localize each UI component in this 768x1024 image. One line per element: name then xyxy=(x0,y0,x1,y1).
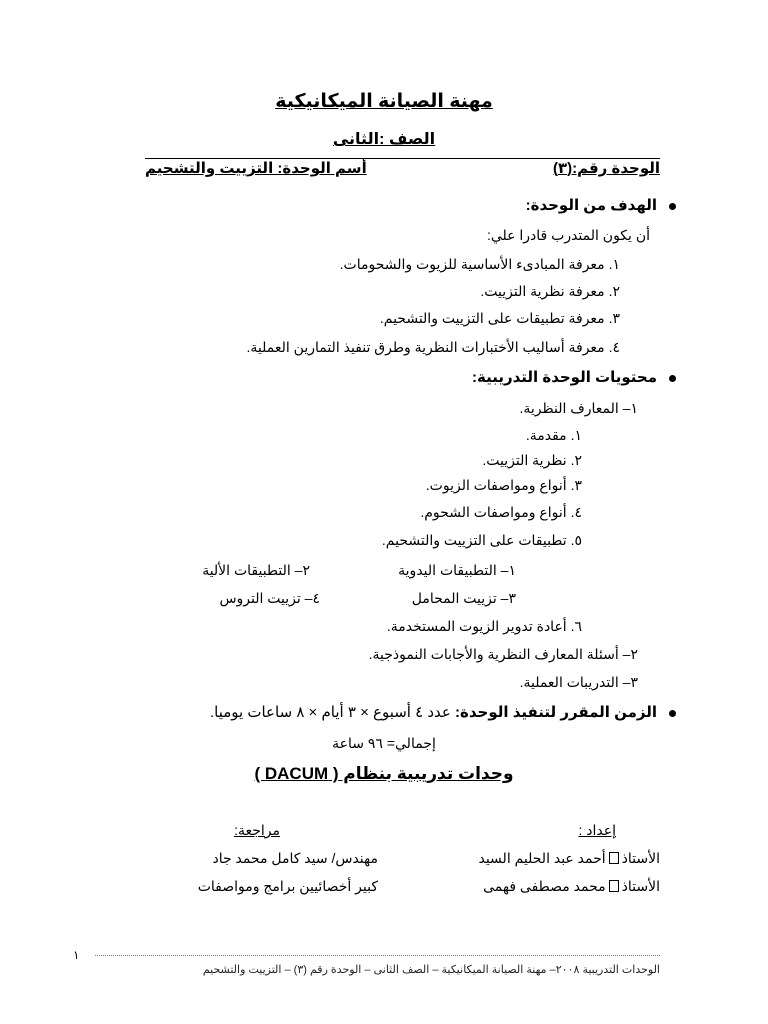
contents-sub-item: ٥. تطبيقات على التزييت والتشحيم. xyxy=(381,532,582,548)
contents-sub-item: ٢. نظرية التزييت. xyxy=(482,452,582,468)
unit-number: الوحدة رقم:(٣) xyxy=(552,160,660,177)
application-item: ٤– تزييت التروس xyxy=(219,590,320,606)
application-item: ٣– تزييت المحامل xyxy=(411,590,516,606)
bullet-icon xyxy=(669,375,676,382)
bullet-icon xyxy=(669,710,676,717)
preparer-1: الأستاذأحمد عبد الحليم السيد xyxy=(478,850,660,866)
footer-text: الوحدات التدريبية ٢٠٠٨– مهنة الصيانة الميكانيكية – الصف الثانى – الوحدة رقم (٣) – التزييت والتشحيم xyxy=(202,964,660,976)
preparer-2: الأستاذمحمد مصطفى فهمى xyxy=(483,878,660,894)
objective-item: ٢. معرفة نظرية التزييت. xyxy=(480,283,620,299)
time-label: الزمن المقرر لتنفيذ الوحدة: xyxy=(455,704,657,721)
contents-sub-item: ١. مقدمة. xyxy=(525,427,582,443)
document-title: مهنة الصيانة الميكانيكية xyxy=(275,91,493,112)
application-item: ٢– التطبيقات الألية xyxy=(202,562,310,578)
contents-section-1: ١– المعارف النظرية. xyxy=(519,400,638,416)
checkbox-icon xyxy=(609,880,619,892)
grade-label: الصف :الثانى xyxy=(332,131,436,148)
contents-sub-item: ٤. أنواع ومواصفات الشحوم. xyxy=(420,504,582,520)
unit-name: أسم الوحدة: التزييت والتشحيم xyxy=(145,160,367,177)
time-row xyxy=(210,703,676,723)
bullet-icon xyxy=(669,203,676,210)
contents-sub-item: ٦. أعادة تدوير الزيوت المستخدمة. xyxy=(386,618,582,634)
unit-row xyxy=(145,158,660,177)
objectives-heading: الهدف من الوحدة: xyxy=(526,196,676,216)
prepared-label: إعداد : xyxy=(578,822,616,838)
reviewed-label: مراجعة: xyxy=(234,822,280,838)
objective-item: ٣. معرفة تطبيقات على التزييت والتشحيم. xyxy=(379,310,620,326)
application-item: ١– التطبيقات اليدوية xyxy=(398,562,516,578)
reviewer-2: كبير أخصائيين برامج ومواصفات xyxy=(197,878,378,894)
contents-section-2: ٢– أسئلة المعارف النظرية والأجابات النموذجية. xyxy=(368,646,638,662)
contents-sub-item: ٣. أنواع ومواصفات الزيوت. xyxy=(425,477,582,493)
contents-heading: محتويات الوحدة التدريبية: xyxy=(472,368,676,388)
objective-item: ٤. معرفة أساليب الأختبارات النظرية وطرق تنفيذ التمارين العملية. xyxy=(246,339,620,355)
contents-section-3: ٣– التدريبات العملية. xyxy=(519,674,638,690)
objectives-intro: أن يكون المتدرب قادرا علي: xyxy=(486,227,650,243)
reviewer-1: مهندس/ سيد كامل محمد جاد xyxy=(212,850,378,866)
objective-item: ١. معرفة المبادىء الأساسية للزيوت والشحومات. xyxy=(339,256,620,272)
time-value: عدد ٤ أسبوع × ٣ أيام × ٨ ساعات يوميا. xyxy=(209,704,451,721)
page-number: ١ xyxy=(73,948,80,962)
footer-divider xyxy=(95,955,660,956)
time-total: إجمالي= ٩٦ ساعة xyxy=(332,735,436,751)
checkbox-icon xyxy=(609,852,619,864)
dacum-label: وحدات تدريبية بنظام ( DACUM ) xyxy=(254,764,514,783)
